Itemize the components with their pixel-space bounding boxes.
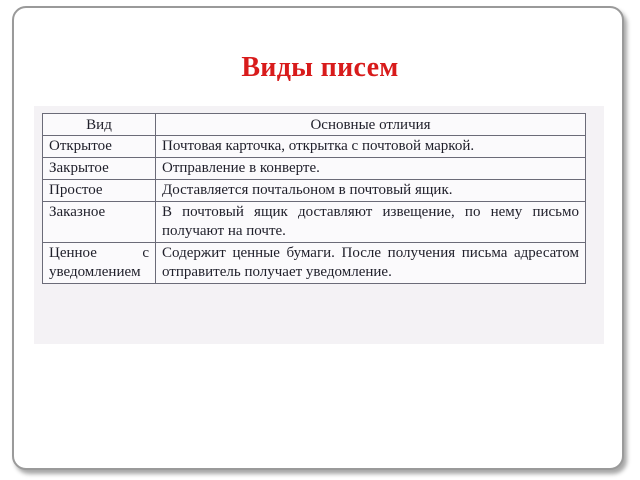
kind-cell: Заказное	[43, 202, 156, 243]
letter-types-table	[42, 113, 586, 284]
header-kind: Вид	[43, 114, 156, 136]
kind-cell: Закрытое	[43, 158, 156, 180]
description-cell: Содержит ценные бумаги. После получения письма адресатом отправитель получает уведомление.	[156, 243, 586, 284]
description-cell: Отправление в конверте.	[156, 158, 586, 180]
table-row	[43, 136, 586, 158]
table-row	[43, 158, 586, 180]
table-header-row	[43, 114, 586, 136]
description-cell: В почтовый ящик доставляют извещение, по нему письмо получают на почте.	[156, 202, 586, 243]
description-cell: Почтовая карточка, открытка с почтовой маркой.	[156, 136, 586, 158]
kind-cell: Ценное с уведомлением	[43, 243, 156, 284]
kind-cell: Открытое	[43, 136, 156, 158]
kind-cell: Простое	[43, 180, 156, 202]
description-cell: Доставляется почтальоном в почтовый ящик.	[156, 180, 586, 202]
header-differences: Основные отличия	[156, 114, 586, 136]
table-row	[43, 243, 586, 284]
table-row	[43, 180, 586, 202]
table-row	[43, 202, 586, 243]
slide-title: Виды писем	[241, 52, 399, 83]
